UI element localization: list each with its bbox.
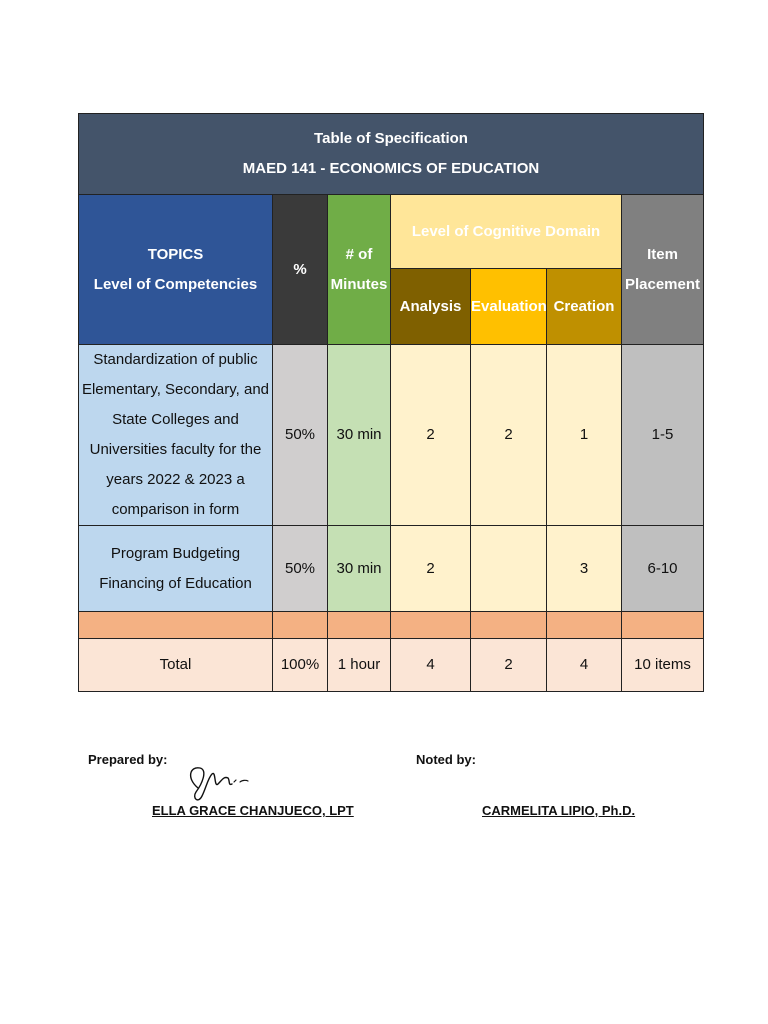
handwritten-signature — [168, 748, 264, 810]
analysis-header: Analysis — [391, 269, 471, 345]
minutes-header — [328, 195, 391, 345]
total-label: Total — [79, 639, 273, 692]
total-evaluation: 2 — [471, 639, 547, 692]
minutes-header-line2: Minutes — [330, 275, 388, 293]
noted-by-name: CARMELITA LIPIO, Ph.D. — [482, 803, 636, 818]
cognitive-domain-header: Level of Cognitive Domain — [391, 195, 622, 269]
table-title-line1: Table of Specification — [314, 130, 468, 147]
separator-row — [79, 612, 704, 639]
creation-header: Creation — [547, 269, 622, 345]
evaluation-header: Evaluation — [471, 269, 547, 345]
analysis-cell: 2 — [391, 345, 471, 526]
evaluation-cell: 2 — [471, 345, 547, 526]
table-title-line2: MAED 141 - ECONOMICS OF EDUCATION — [242, 160, 540, 177]
table-row — [79, 345, 704, 526]
total-percent: 100% — [273, 639, 328, 692]
total-analysis: 4 — [391, 639, 471, 692]
table-title — [79, 114, 704, 195]
total-minutes: 1 hour — [328, 639, 391, 692]
item-placement-line1: Item — [647, 245, 678, 263]
total-row — [79, 639, 704, 692]
percent-cell: 50% — [273, 345, 328, 526]
item-placement-line2: Placement — [624, 275, 701, 293]
minutes-cell: 30 min — [328, 526, 391, 612]
table-row — [79, 526, 704, 612]
topics-header — [79, 195, 273, 345]
topics-header-label: TOPICS — [147, 245, 204, 263]
topic-cell: Standardization of public Elementary, Secondary, and State Colleges and Universities faculty for the years 2022 & 2023 a comparison in form — [79, 345, 273, 526]
analysis-cell: 2 — [391, 526, 471, 612]
topic-cell: Program Budgeting Financing of Education — [79, 526, 273, 612]
minutes-header-line1: # of — [345, 245, 373, 263]
noted-by-label: Noted by: — [416, 752, 476, 767]
percent-cell: 50% — [273, 526, 328, 612]
creation-cell: 1 — [547, 345, 622, 526]
percent-header: % — [273, 195, 328, 345]
prepared-by-name: ELLA GRACE CHANJUECO, LPT — [152, 803, 354, 818]
total-creation: 4 — [547, 639, 622, 692]
prepared-by-label: Prepared by: — [88, 752, 168, 767]
evaluation-cell — [471, 526, 547, 612]
creation-cell: 3 — [547, 526, 622, 612]
total-placement: 10 items — [622, 639, 704, 692]
specification-table — [78, 113, 704, 692]
topics-header-sub: Level of Competencies — [93, 275, 258, 293]
placement-cell: 6-10 — [622, 526, 704, 612]
placement-cell: 1-5 — [622, 345, 704, 526]
item-placement-header — [622, 195, 704, 345]
minutes-cell: 30 min — [328, 345, 391, 526]
